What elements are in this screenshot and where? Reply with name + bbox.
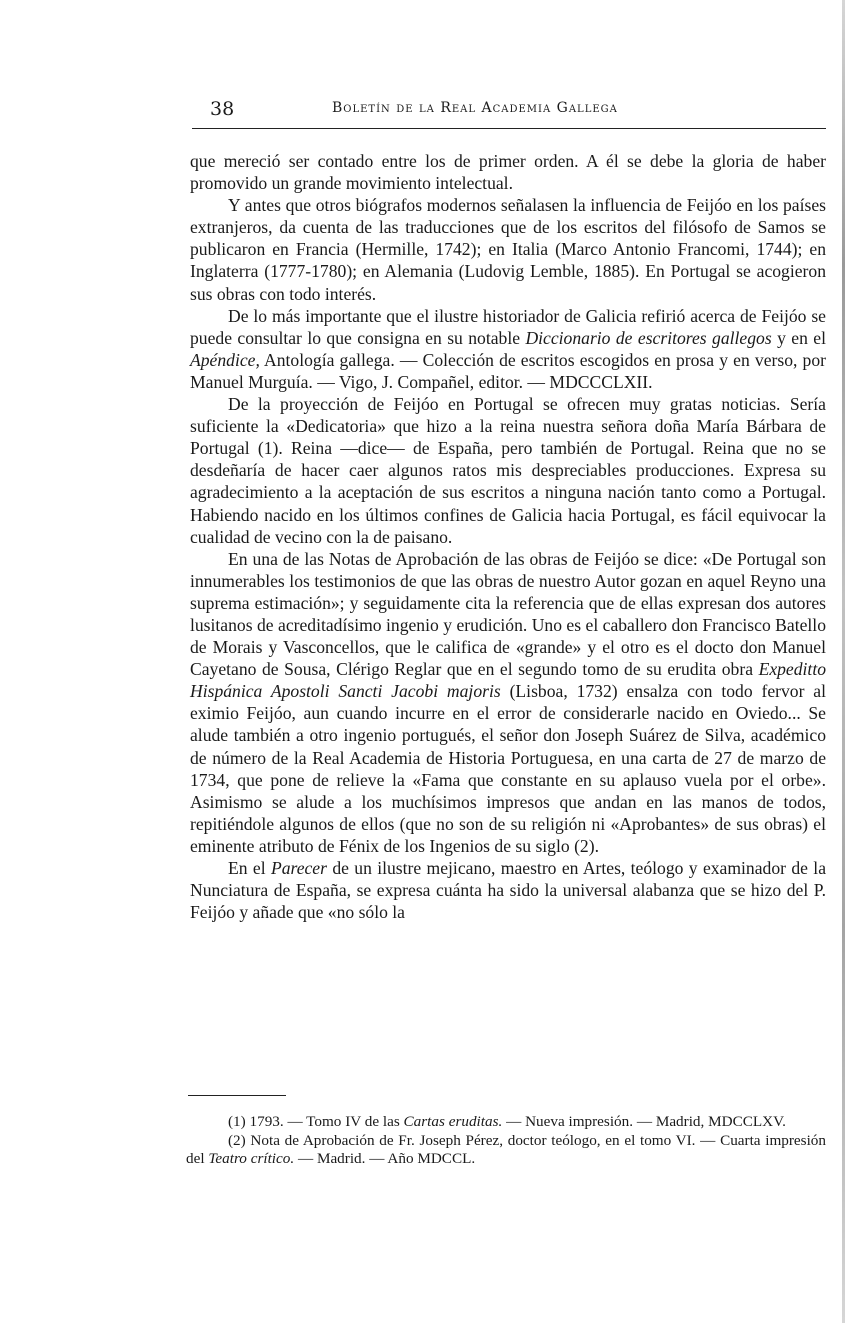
paragraph-5: En una de las Notas de Aprobación de las obras de Feijóo se dice: «De Portugal son innumerables los testimonios de que las obras de nuestro Autor gozan en aquel Reyno una suprema estimación»; y seguidamente cita la referencia que de ellas expresan dos autores lusitanos de acreditadísimo ingenio y erudición. Uno es el caballero don Francisco Batello de Morais y Vasconcellos, que le califica de «grande» y el otro es el docto don Manuel Cayetano de Sousa, Clérigo Reglar que en el segundo tomo de su erudita obra Expeditto Hispánica Apostoli Sancti Jacobi majoris (Lisboa, 1732) ensalza con todo fervor al eximio Feijóo, aun cuando incurre en el error de considerarle nacido en Oviedo... Se alude también a otro ingenio portugués, el señor don Joseph Suárez de Silva, académico de número de la Real Academia de Historia Portuguesa, en una carta de 27 de marzo de 1734, que pone de relieve la «Fama que constante en su aplauso vuela por el orbe». Asimismo se alude a los muchísimos impresos que andan en las manos de todos, repitiéndole algunos de ellos (que no son de su religión ni «Aprobantes» de sus obras) el eminente atributo de Fénix de los Ingenios de su siglo (2).	[190, 548, 826, 856]
header-rule	[192, 128, 826, 129]
footnotes	[186, 1113, 826, 1169]
footnote-rule	[188, 1095, 286, 1096]
paragraph-3: De lo más importante que el ilustre historiador de Galicia refirió acerca de Feijóo se puede consultar lo que consigna en su notable Diccionario de escritores gallegos y en el Apéndice, Antología gallega. — Colección de escritos escogidos en prosa y en verso, por Manuel Murguía. — Vigo, J. Compañel, editor. — MDCCCLXII.	[190, 305, 827, 392]
paragraph-2: Y antes que otros biógrafos modernos señalasen la influencia de Feijóo en los países extranjeros, da cuenta de las traducciones que de los escritos del filósofo de Samos se publicaron en Francia (Hermille, 1742); en Italia (Marco Antonio Francomi, 1744); en Inglaterra (1777-1780); en Alemania (Ludovig Lemble, 1885). En Portugal se acogieron sus obras con todo interés.	[190, 195, 826, 304]
footnote-1: (1) 1793. — Tomo IV de las Cartas eruditas. — Nueva impresión. — Madrid, MDCCLXV.	[228, 1113, 786, 1130]
page-header	[196, 98, 826, 128]
title-diccionario: Diccionario de escritores gallegos	[525, 327, 772, 348]
title-parecer: Parecer	[270, 858, 327, 878]
title-apendice: Apéndice,	[190, 349, 260, 370]
body-text	[190, 150, 826, 923]
paragraph-4: De la proyección de Feijóo en Portugal se ofrecen muy gratas noticias. Sería suficiente la «Dedicatoria» que hizo a la reina nuestra señora doña María Bárbara de Portugal (1). Reina —dice— de España, pero también de Portugal. Reina que no se desdeñaría de hacer caer algunos ratos mis despreciables producciones. Expresa su agradecimiento a la aceptación de sus escritos a ninguna nación tanto como a Portugal. Habiendo nacido en los últimos confines de Galicia hacia Portugal, es fácil equivocar la cualidad de vecino con la de paisano.	[190, 394, 826, 547]
paragraph-6: En el Parecer de un ilustre mejicano, maestro en Artes, teólogo y examinador de la Nunciatura de España, se expresa cuánta ha sido la universal alabanza que se hizo del P. Feijóo y añade que «no sólo la	[190, 858, 826, 923]
footnote-2: (2) Nota de Aprobación de Fr. Joseph Pérez, doctor teólogo, en el tomo VI. — Cuarta impresión del Teatro crítico. — Madrid. — Año MDCCL.	[186, 1131, 826, 1168]
running-title: Boletín de la Real Academia Gallega	[332, 100, 618, 116]
paragraph-1: que mereció ser contado entre los de primer orden. A él se debe la gloria de haber promovido un grande movimiento intelectual.	[190, 151, 826, 194]
title-expeditto: Expeditto Hispánica Apostoli Sancti Jacobi majoris	[190, 659, 826, 702]
scan-margin-edge	[842, 0, 845, 1323]
page-number: 38	[210, 98, 235, 120]
